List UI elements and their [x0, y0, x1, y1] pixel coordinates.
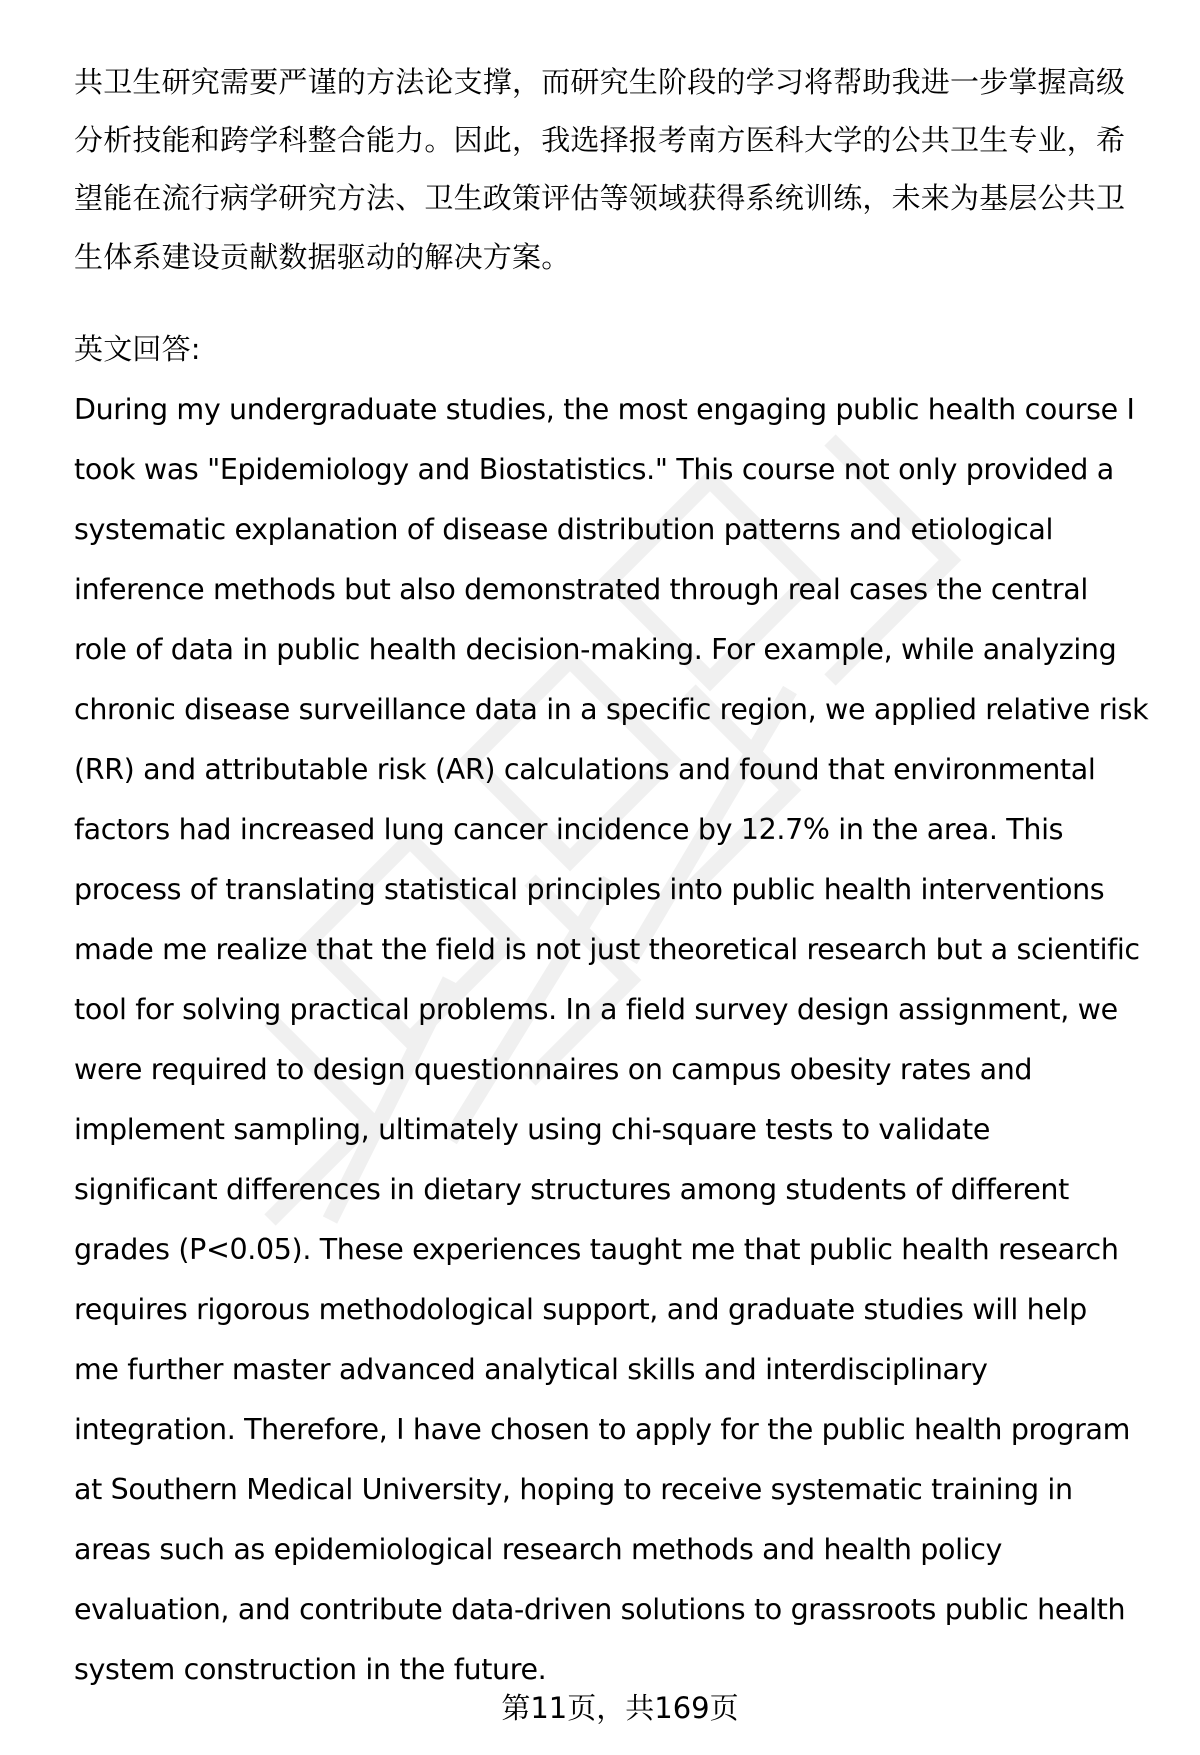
english-answer-line: requires rigorous methodological support, and graduate studies will help	[74, 1293, 1087, 1326]
english-answer-line: evaluation, and contribute data-driven solutions to grassroots public health	[74, 1593, 1126, 1626]
english-answer-line: integration. Therefore, I have chosen to apply for the public health program	[74, 1413, 1131, 1446]
english-answer-line: were required to design questionnaires on campus obesity rates and	[74, 1053, 1033, 1086]
english-answer-line: implement sampling, ultimately using chi-square tests to validate	[74, 1113, 991, 1146]
english-answer-line: at Southern Medical University, hoping to receive systematic training in	[74, 1473, 1073, 1506]
english-answer-line: took was "Epidemiology and Biostatistics." This course not only provided a	[74, 453, 1114, 486]
english-answer-line: role of data in public health decision-making. For example, while analyzing	[74, 633, 1117, 666]
english-answer-line: areas such as epidemiological research methods and health policy	[74, 1533, 1003, 1566]
english-answer-line: process of translating statistical principles into public health interventions	[74, 873, 1105, 906]
english-answer-line: system construction in the future.	[74, 1653, 547, 1686]
english-answer-line: inference methods but also demonstrated through real cases the central	[74, 573, 1088, 606]
english-answer-line: tool for solving practical problems. In a field survey design assignment, we	[74, 993, 1118, 1026]
english-answer-line: grades (P<0.05). These experiences taught me that public health research	[74, 1233, 1119, 1266]
chinese-answer-line: 共卫生研究需要严谨的方法论支撑，而研究生阶段的学习将帮助我进一步掌握高级	[74, 65, 1126, 99]
english-answer-line: significant differences in dietary structures among students of different	[74, 1173, 1069, 1206]
english-answer-heading: 英文回答:	[74, 332, 201, 366]
english-answer-line: systematic explanation of disease distribution patterns and etiological	[74, 513, 1054, 546]
chinese-answer-line: 生体系建设贡献数据驱动的解决方案。	[74, 240, 571, 274]
english-answer-line: During my undergraduate studies, the most engaging public health course I	[74, 393, 1135, 426]
english-answer-line: me further master advanced analytical skills and interdisciplinary	[74, 1353, 988, 1386]
english-answer-line: (RR) and attributable risk (AR) calculations and found that environmental	[74, 753, 1096, 786]
english-answer-line: chronic disease surveillance data in a specific region, we applied relative risk	[74, 693, 1149, 726]
chinese-answer-line: 分析技能和跨学科整合能力。因此，我选择报考南方医科大学的公共卫生专业，希	[74, 123, 1126, 157]
page-number-footer: 第11页，共169页	[501, 1691, 739, 1725]
chinese-answer-line: 望能在流行病学研究方法、卫生政策评估等领域获得系统训练，未来为基层公共卫	[74, 181, 1126, 215]
english-answer-line: factors had increased lung cancer incidence by 12.7% in the area. This	[74, 813, 1064, 846]
english-answer-line: made me realize that the field is not just theoretical research but a scientific	[74, 933, 1140, 966]
